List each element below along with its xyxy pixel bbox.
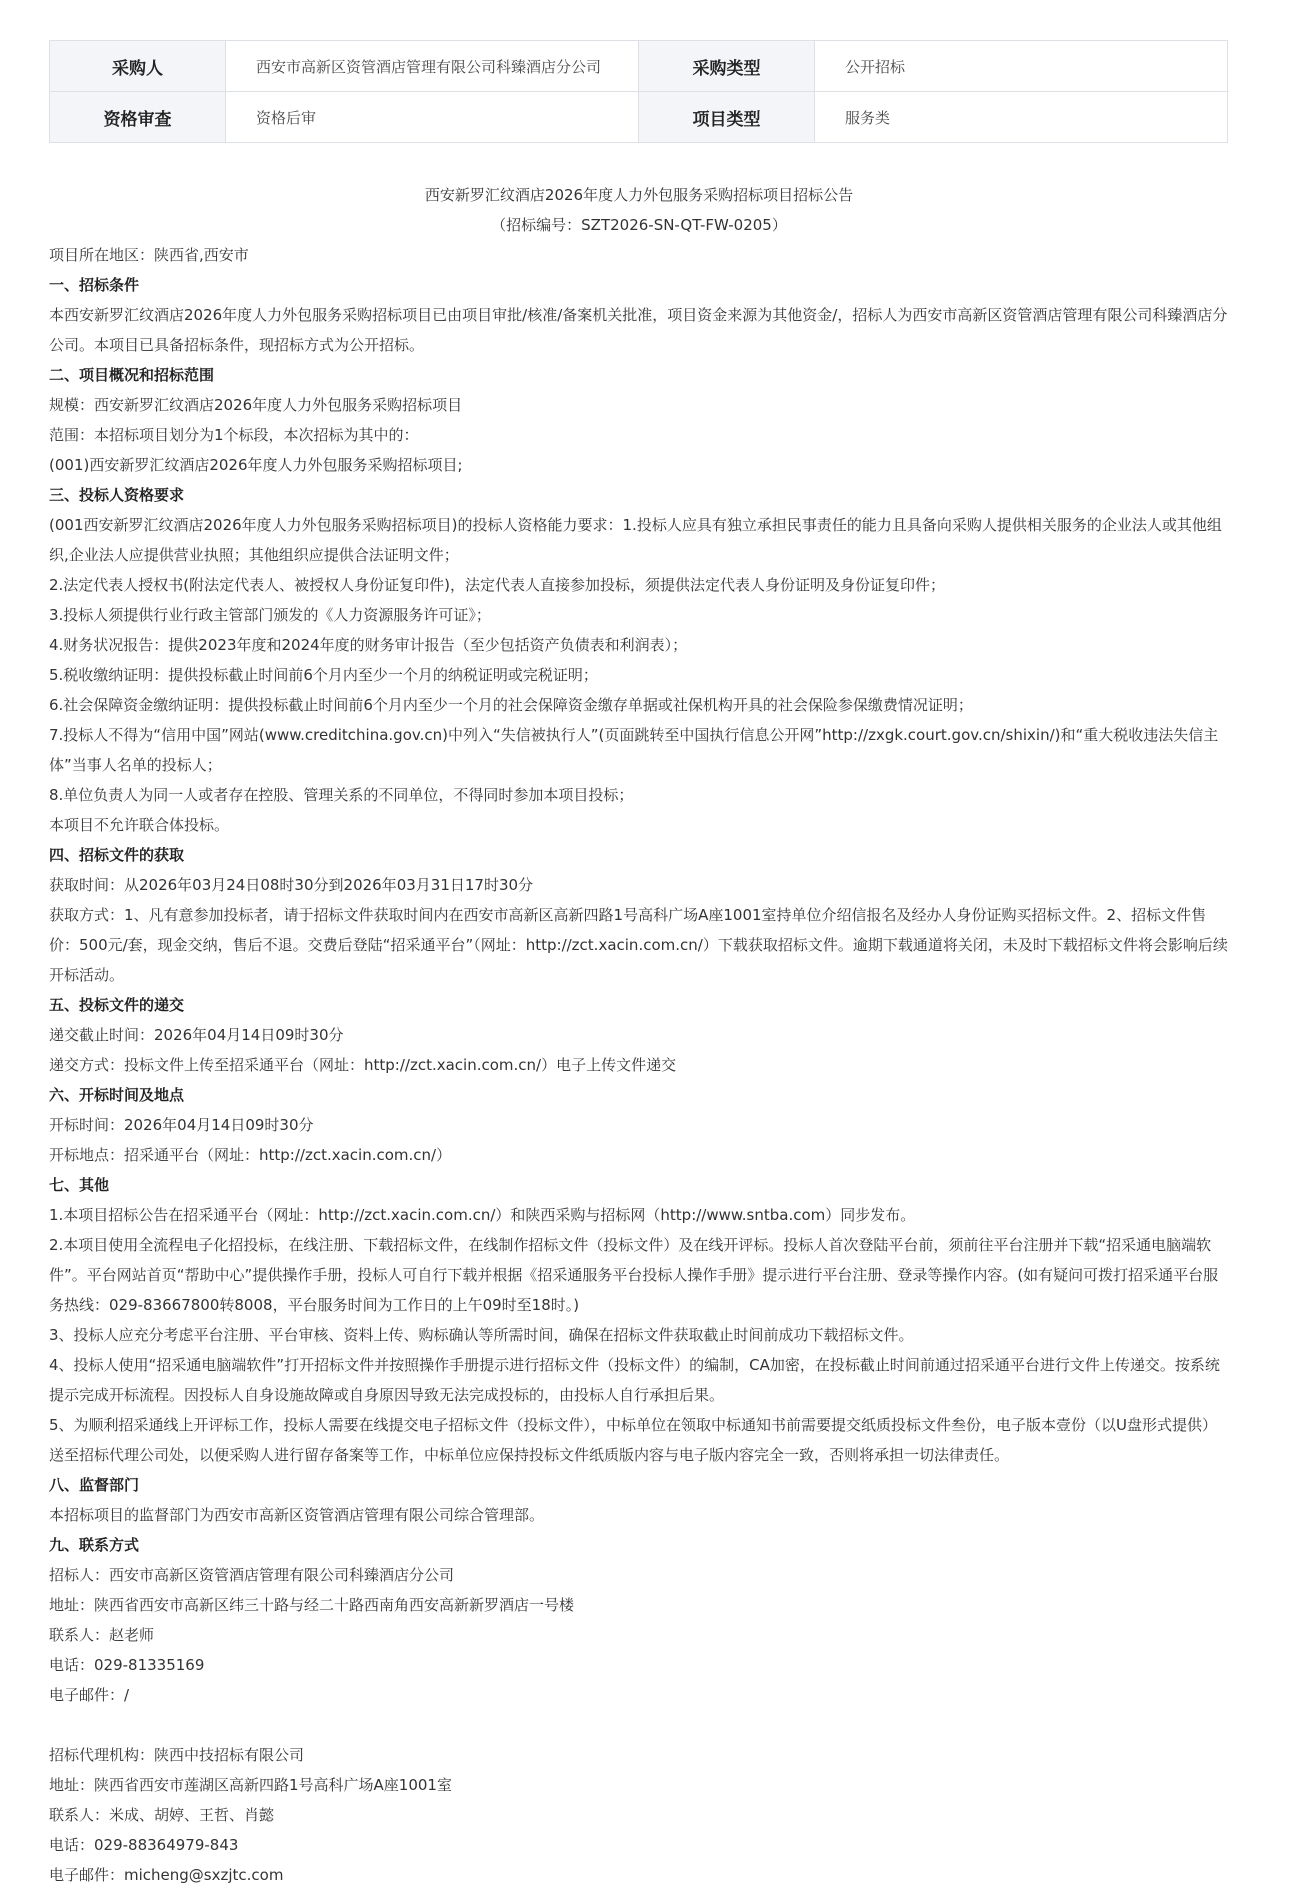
tender-code: （招标编号：SZT2026-SN-QT-FW-0205） xyxy=(491,216,787,234)
paragraph: 开标时间：2026年04月14日09时30分 xyxy=(49,1116,314,1134)
paragraph: 规模：西安新罗汇纹酒店2026年度人力外包服务采购招标项目 xyxy=(49,396,463,414)
info-row xyxy=(50,41,1228,92)
paragraph: 范围：本招标项目划分为1个标段，本次招标为其中的： xyxy=(49,426,419,444)
procurement-type-value: 公开招标 xyxy=(815,41,1228,92)
paragraph: 本招标项目的监督部门为西安市高新区资管酒店管理有限公司综合管理部。 xyxy=(49,1506,545,1524)
info-row xyxy=(50,92,1228,143)
paragraph: 2.本项目使用全流程电子化招投标，在线注册、下载招标文件，在线制作招标文件（投标文件）及在线开评标。投标人首次登陆平台前，须前往平台注册并下载“招采通电脑端软件”。平台网站首页“帮助中心”提供操作手册，投标人可自行下载并根据《招采通服务平台投标人操作手册》提示进行平台注册、登录等操作内容。(如有疑问可拨打招采通平台服务热线：029-83667800转8008，平台服务时间为工作日的上午09时至18时。) xyxy=(49,1236,1219,1314)
project-type-label: 项目类型 xyxy=(639,92,815,143)
contact-line: 地址：陕西省西安市高新区纬三十路与经二十路西南角西安高新新罗酒店一号楼 xyxy=(49,1596,575,1614)
contact-line: 电子邮件：/ xyxy=(49,1686,130,1704)
paragraph: 递交方式：投标文件上传至招采通平台（网址：http://zct.xacin.com.cn/）电子上传文件递交 xyxy=(49,1056,677,1074)
announcement-title: 西安新罗汇纹酒店2026年度人力外包服务采购招标项目招标公告 xyxy=(424,186,854,204)
paragraph: 1.本项目招标公告在招采通平台（网址：http://zct.xacin.com.cn/）和陕西采购与招标网（http://www.sntba.com）同步发布。 xyxy=(49,1206,916,1224)
paragraph: 4、投标人使用“招采通电脑端软件”打开招标文件并按照操作手册提示进行招标文件（投标文件）的编制，CA加密，在投标截止时间前通过招采通平台进行文件上传递交。按系统提示完成开标流程。因投标人自身设施故障或自身原因导致无法完成投标的，由投标人自行承担后果。 xyxy=(49,1356,1220,1404)
purchaser-value: 西安市高新区资管酒店管理有限公司科臻酒店分公司 xyxy=(226,41,639,92)
contact-line: 招标代理机构：陕西中技招标有限公司 xyxy=(49,1746,305,1764)
paragraph: 获取时间：从2026年03月24日08时30分到2026年03月31日17时30分 xyxy=(49,876,534,894)
contact-line: 招标人：西安市高新区资管酒店管理有限公司科臻酒店分公司 xyxy=(49,1566,455,1584)
paragraph: 递交截止时间：2026年04月14日09时30分 xyxy=(49,1026,344,1044)
contact-line: 电子邮件：micheng@sxzjtc.com xyxy=(49,1866,284,1884)
section-heading: 五、投标文件的递交 xyxy=(49,996,185,1014)
section-heading: 一、招标条件 xyxy=(49,276,140,294)
paragraph: 4.财务状况报告：提供2023年度和2024年度的财务审计报告（至少包括资产负债表和利润表）； xyxy=(49,636,688,654)
section-heading: 二、项目概况和招标范围 xyxy=(49,366,215,384)
contact-line: 电话：029-88364979-843 xyxy=(49,1836,239,1854)
paragraph: 6.社会保障资金缴纳证明：提供投标截止时间前6个月内至少一个月的社会保障资金缴存单据或社保机构开具的社会保险参保缴费情况证明； xyxy=(49,696,973,714)
section-heading: 七、其他 xyxy=(49,1176,110,1194)
procurement-type-label: 采购类型 xyxy=(639,41,815,92)
section-heading: 三、投标人资格要求 xyxy=(49,486,185,504)
contact-line: 电话：029-81335169 xyxy=(49,1656,205,1674)
spacer xyxy=(49,1710,1229,1740)
section-heading: 九、联系方式 xyxy=(49,1536,140,1554)
project-type-value: 服务类 xyxy=(815,92,1228,143)
paragraph: 7.投标人不得为“信用中国”网站(www.creditchina.gov.cn)中列入“失信被执行人”(页面跳转至中国执行信息公开网”http://zxgk.court.gov.cn/shixin/)和“重大税收违法失信主体”当事人名单的投标人； xyxy=(49,726,1219,774)
project-region: 项目所在地区：陕西省,西安市 xyxy=(49,246,249,264)
paragraph: 获取方式：1、凡有意参加投标者，请于招标文件获取时间内在西安市高新区高新四路1号高科广场A座1001室持单位介绍信报名及经办人身份证购买招标文件。2、招标文件售价：500元/套，现金交纳，售后不退。交费后登陆“招采通平台”（网址：http://zct.xacin.com.cn/）下载获取招标文件。逾期下载通道将关闭，未及时下载招标文件将会影响后续开标活动。 xyxy=(49,906,1228,984)
paragraph: 2.法定代表人授权书(附法定代表人、被授权人身份证复印件)，法定代表人直接参加投标，须提供法定代表人身份证明及身份证复印件； xyxy=(49,576,946,594)
paragraph: 3、投标人应充分考虑平台注册、平台审核、资料上传、购标确认等所需时间，确保在招标文件获取截止时间前成功下载招标文件。 xyxy=(49,1326,914,1344)
announcement-body xyxy=(49,180,1229,1890)
section-heading: 六、开标时间及地点 xyxy=(49,1086,185,1104)
contact-line: 联系人：赵老师 xyxy=(49,1626,155,1644)
section-heading: 四、招标文件的获取 xyxy=(49,846,185,864)
paragraph: 本项目不允许联合体投标。 xyxy=(49,816,230,834)
paragraph: 本西安新罗汇纹酒店2026年度人力外包服务采购招标项目已由项目审批/核准/备案机关批准，项目资金来源为其他资金/，招标人为西安市高新区资管酒店管理有限公司科臻酒店分公司。本项目已具备招标条件，现招标方式为公开招标。 xyxy=(49,306,1228,354)
purchaser-label: 采购人 xyxy=(50,41,226,92)
paragraph: 3.投标人须提供行业行政主管部门颁发的《人力资源服务许可证》； xyxy=(49,606,491,624)
contact-line: 联系人：米成、胡婷、王哲、肖懿 xyxy=(49,1806,275,1824)
qualification-review-label: 资格审查 xyxy=(50,92,226,143)
section-heading: 八、监督部门 xyxy=(49,1476,140,1494)
paragraph: 8.单位负责人为同一人或者存在控股、管理关系的不同单位，不得同时参加本项目投标； xyxy=(49,786,634,804)
project-info-table xyxy=(49,40,1228,143)
qualification-review-value: 资格后审 xyxy=(226,92,639,143)
paragraph: (001西安新罗汇纹酒店2026年度人力外包服务采购招标项目)的投标人资格能力要求：1.投标人应具有独立承担民事责任的能力且具备向采购人提供相关服务的企业法人或其他组织,企业法人应提供营业执照；其他组织应提供合法证明文件； xyxy=(49,516,1222,564)
contact-line: 地址：陕西省西安市莲湖区高新四路1号高科广场A座1001室 xyxy=(49,1776,452,1794)
paragraph: 开标地点：招采通平台（网址：http://zct.xacin.com.cn/） xyxy=(49,1146,452,1164)
paragraph: 5.税收缴纳证明：提供投标截止时间前6个月内至少一个月的纳税证明或完税证明； xyxy=(49,666,598,684)
paragraph: 5、为顺利招采通线上开评标工作，投标人需要在线提交电子招标文件（投标文件），中标单位在领取中标通知书前需要提交纸质投标文件叁份，电子版本壹份（以U盘形式提供）送至招标代理公司处，以便采购人进行留存备案等工作，中标单位应保持投标文件纸质版内容与电子版内容完全一致，否则将承担一切法律责任。 xyxy=(49,1416,1218,1464)
paragraph: (001)西安新罗汇纹酒店2026年度人力外包服务采购招标项目; xyxy=(49,456,463,474)
